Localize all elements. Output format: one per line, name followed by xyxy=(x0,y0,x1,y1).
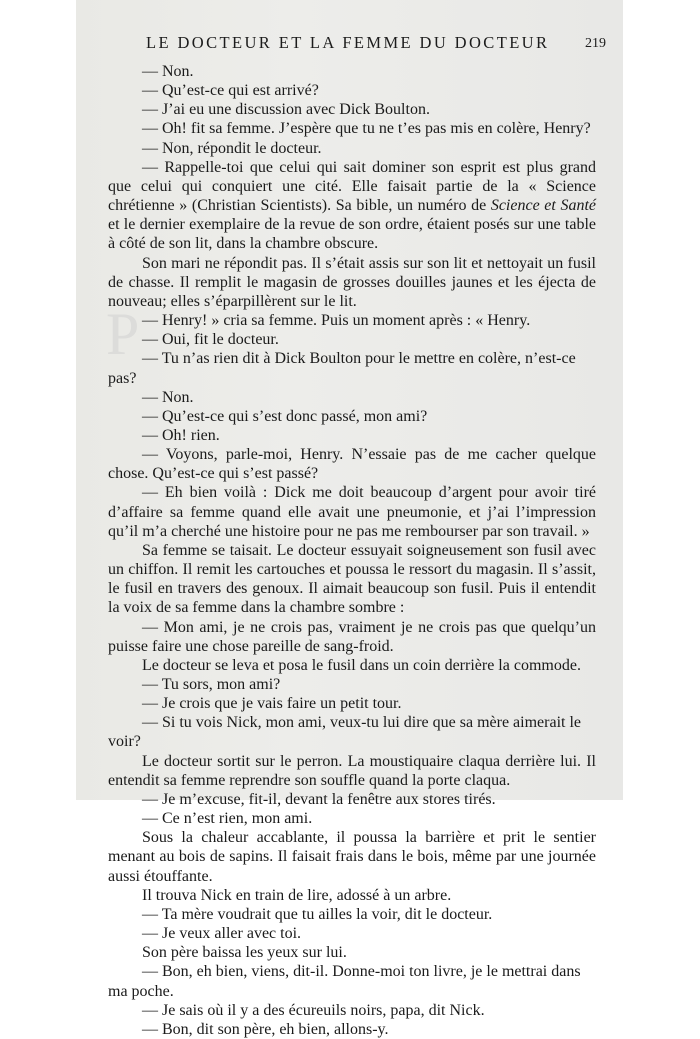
paragraph: — Je crois que je vais faire un petit tour. xyxy=(142,695,402,713)
paragraph: — Oh! fit sa femme. J’espère que tu ne t’es pas mis en colère, Henry? xyxy=(142,120,591,138)
paragraph: — Qu’est-ce qui est arrivé? xyxy=(142,82,319,100)
paragraph: — Ta mère voudrait que tu ailles la voir, dit le docteur. xyxy=(142,905,493,923)
running-title: LE DOCTEUR ET LA FEMME DU DOCTEUR xyxy=(146,33,550,52)
paragraph: — J’ai eu une discussion avec Dick Boulton. xyxy=(142,101,430,119)
page-header xyxy=(146,33,606,55)
paragraph: — Non. xyxy=(142,63,194,80)
paragraph: Son mari ne répondit pas. Il s’était assis sur son lit et nettoyait un fusil de chasse. Il remplit le magasin de grosses douilles jaunes et les éjecta de nouveau; elles s’éparpillèrent sur le lit. xyxy=(108,254,596,310)
book-page xyxy=(76,0,623,1038)
paragraph: — Mon ami, je ne crois pas, vraiment je ne crois pas que quelqu’un puisse faire une chose pareille de sang-froid. xyxy=(108,618,596,655)
paragraph: — Si tu vois Nick, mon ami, veux-tu lui dire que sa mère aimerait le voir? xyxy=(108,714,582,751)
paragraph: — Je veux aller avec toi. xyxy=(142,925,302,943)
show-through-drop-cap: P xyxy=(106,301,140,367)
book-title-italic: Science et Santé xyxy=(490,197,596,215)
paragraph: — Voyons, parle-moi, Henry. N’essaie pas de me cacher quelque chose. Qu’est-ce qui s’est passé? xyxy=(108,446,596,483)
paragraph: — Je m’excuse, fit-il, devant la fenêtre aux stores tirés. xyxy=(142,790,496,808)
paragraph: — Oh! rien. xyxy=(142,426,220,444)
paragraph: Le docteur sortit sur le perron. La moustiquaire claqua derrière lui. Il entendit sa femme reprendre son souffle quand la porte claqua. xyxy=(108,752,596,789)
page-number: 219 xyxy=(585,36,606,51)
paragraph: — Tu sors, mon ami? xyxy=(142,676,281,693)
paragraph: — Eh bien voilà : Dick me doit beaucoup d’argent pour avoir tiré d’affaire sa femme quand elle avait une pneumonie, et j’ai l’impression qu’il m’a cherché une histoire pour ne pas me rembourser par son travail. » xyxy=(108,484,596,540)
paragraph: — Tu n’as rien dit à Dick Boulton pour le mettre en colère, n’est-ce pas? xyxy=(108,350,576,387)
paragraph: — Oui, fit le docteur. xyxy=(142,331,279,349)
paragraph-text: — Rappelle-toi que celui qui sait dominer son esprit est plus grand que celui qui conquiert une cité. Elle faisait partie de la « Science chrétienne » (Christian Scientists). Sa bible, un numéro de xyxy=(108,158,596,215)
paragraph: Il trouva Nick en train de lire, adossé à un arbre. xyxy=(142,886,452,904)
paragraph: — Non, répondit le docteur. xyxy=(142,139,322,157)
paragraph: — Bon, eh bien, viens, dit-il. Donne-moi ton livre, je le mettrai dans ma poche. xyxy=(108,963,581,1000)
paragraph: — Qu’est-ce qui s’est donc passé, mon ami? xyxy=(142,407,428,425)
paragraph: Son père baissa les yeux sur lui. xyxy=(142,944,347,962)
paragraph xyxy=(108,158,596,254)
paragraph: Sa femme se taisait. Le docteur essuyait soigneusement son fusil avec un chiffon. Il remit les cartouches et poussa le ressort du magasin. Il s’assit, le fusil en travers des genoux. Il aimait beaucoup son fusil. Puis il entendit la voix de sa femme dans la chambre sombre : xyxy=(108,541,596,617)
body-text xyxy=(108,62,596,1039)
paragraph: Sous la chaleur accablante, il poussa la barrière et prit le sentier menant au bois de sapins. Il faisait frais dans le bois, même par une journée aussi étouffante. xyxy=(108,829,596,885)
paragraph: Le docteur se leva et posa le fusil dans un coin derrière la commode. xyxy=(142,656,581,674)
paragraph-text: et le dernier exemplaire de la revue de son ordre, étaient posés sur une table à côté de son lit, dans la chambre obscure. xyxy=(108,216,596,253)
paragraph: — Henry! » cria sa femme. Puis un moment après : « Henry. xyxy=(142,312,531,330)
paragraph: — Non. xyxy=(142,388,194,406)
paragraph: — Je sais où il y a des écureuils noirs, papa, dit Nick. xyxy=(142,1001,485,1019)
paragraph: — Ce n’est rien, mon ami. xyxy=(142,810,313,828)
paragraph: — Bon, dit son père, eh bien, allons-y. xyxy=(142,1020,389,1038)
